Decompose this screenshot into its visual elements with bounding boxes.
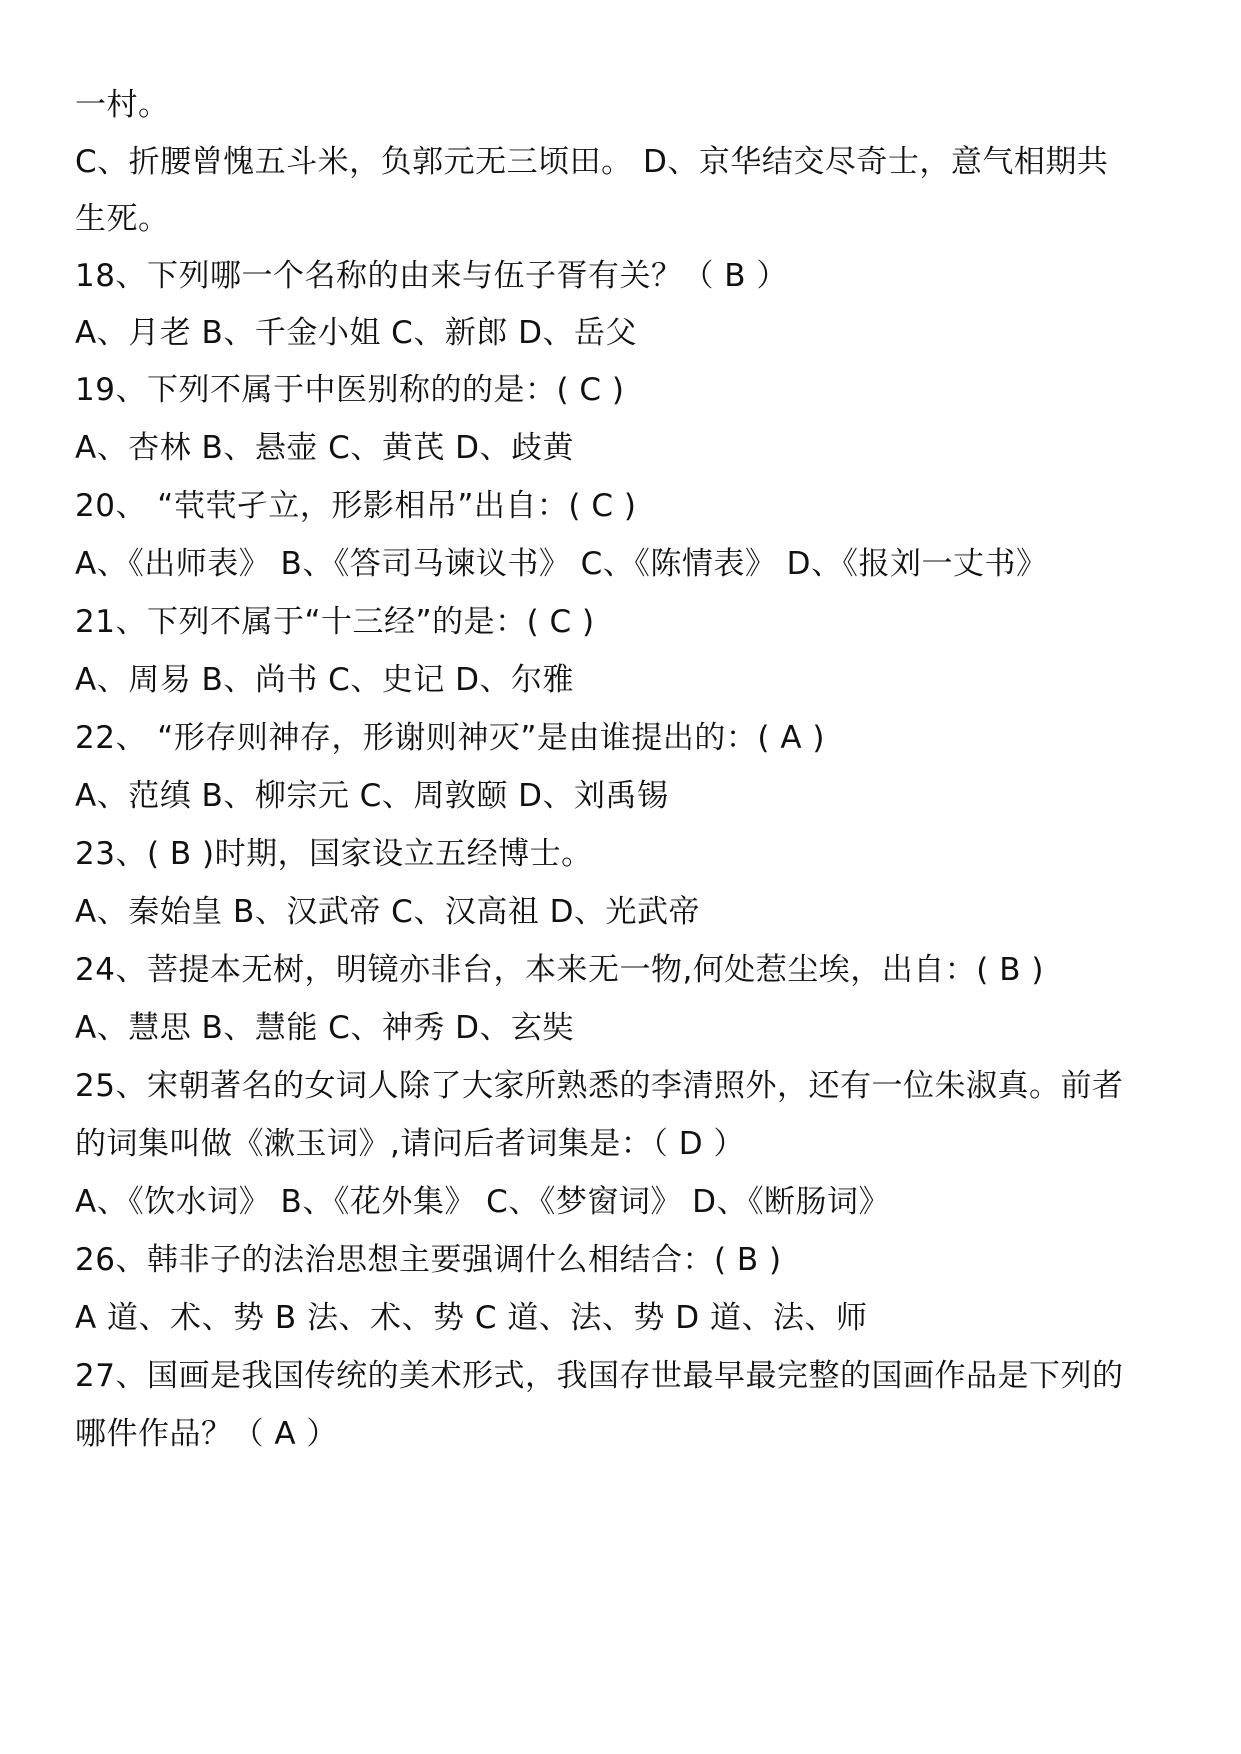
options-20: A、《出师表》 B、《答司马谏议书》 C、《陈情表》 D、《报刘一丈书》 xyxy=(75,546,1048,582)
question-24: 24、菩提本无树，明镜亦非台，本来无一物,何处惹尘埃，出自：( B ) xyxy=(75,952,1044,988)
question-27: 27、国画是我国传统的美术形式，我国存世最早最完整的国画作品是下列的 xyxy=(75,1358,1124,1394)
question-22: 22、 “形存则神存，形谢则神灭”是由谁提出的：( A ) xyxy=(75,720,826,756)
question-20: 20、 “茕茕孑立，形影相吊”出自：( C ) xyxy=(75,488,637,524)
options-24: A、慧思 B、慧能 C、神秀 D、玄奘 xyxy=(75,1010,575,1046)
options-21: A、周易 B、尚书 C、史记 D、尔雅 xyxy=(75,662,575,698)
question-23: 23、( B )时期，国家设立五经博士。 xyxy=(75,836,593,872)
options-26: A 道、术、势 B 法、术、势 C 道、法、势 D 道、法、师 xyxy=(75,1300,868,1336)
options-23: A、秦始皇 B、汉武帝 C、汉高祖 D、光武帝 xyxy=(75,894,701,930)
question-18: 18、下列哪一个名称的由来与伍子胥有关？（ B ） xyxy=(75,258,788,294)
question-19: 19、下列不属于中医别称的的是：( C ) xyxy=(75,372,625,408)
options-25: A、《饮水词》 B、《花外集》 C、《梦窗词》 D、《断肠词》 xyxy=(75,1184,891,1220)
text-line: 生死。 xyxy=(75,201,170,237)
question-21: 21、下列不属于“十三经”的是：( C ) xyxy=(75,604,595,640)
options-22: A、范缜 B、柳宗元 C、周敦颐 D、刘禹锡 xyxy=(75,778,669,814)
question-25-cont: 的词集叫做《漱玉词》,请问后者词集是：（ D ） xyxy=(75,1126,745,1162)
text-line: 一村。 xyxy=(75,87,170,123)
question-26: 26、韩非子的法治思想主要强调什么相结合：( B ) xyxy=(75,1242,782,1278)
text-line: C、折腰曾愧五斗米，负郭元无三顷田。 D、京华结交尽奇士，意气相期共 xyxy=(75,144,1109,180)
question-25: 25、宋朝著名的女词人除了大家所熟悉的李清照外，还有一位朱淑真。前者 xyxy=(75,1068,1124,1104)
options-19: A、杏林 B、悬壶 C、黄芪 D、歧黄 xyxy=(75,430,575,466)
options-18: A、月老 B、千金小姐 C、新郎 D、岳父 xyxy=(75,315,638,351)
question-27-cont: 哪件作品？（ A ） xyxy=(75,1416,338,1452)
